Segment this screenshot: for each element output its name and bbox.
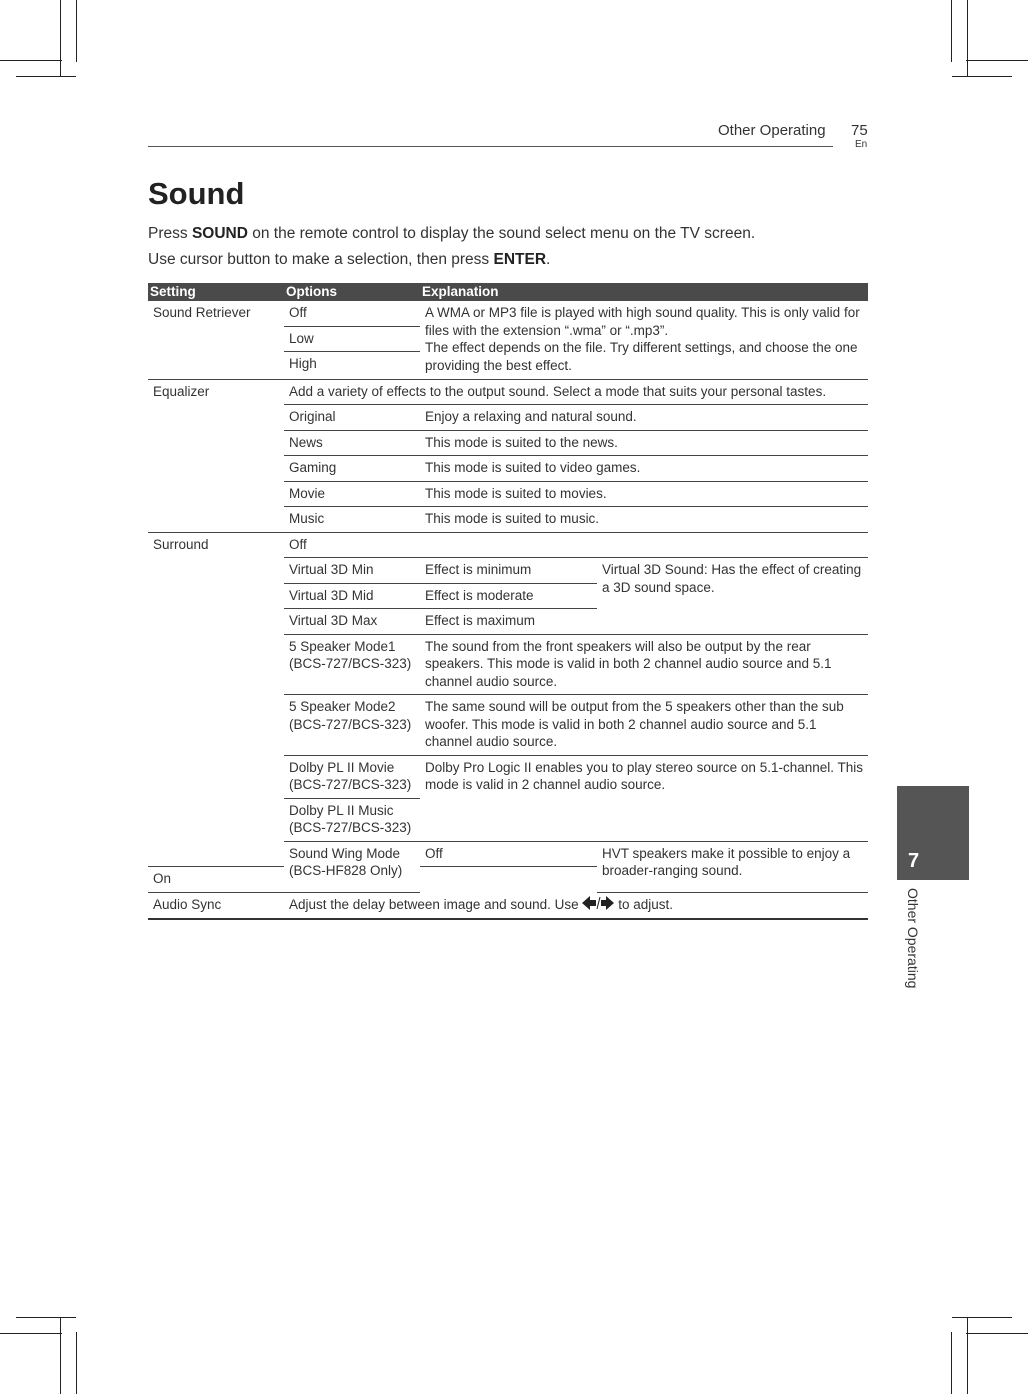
explanation-cell: Effect is minimum bbox=[420, 558, 597, 584]
option-cell: Gaming bbox=[284, 456, 420, 482]
option-cell: Virtual 3D Mid bbox=[284, 583, 420, 609]
explanation-cell: The sound from the front speakers will also be output by the rear speakers. This mode is valid in both 2 channel audio source and 5.1 channel audio source. bbox=[420, 634, 868, 695]
table-row bbox=[148, 532, 868, 558]
crop-mark bbox=[951, 0, 952, 62]
option-text: 5 Speaker Mode1 bbox=[289, 638, 396, 654]
explanation-text: The effect depends on the file. Try different settings, and choose the one providing the best effect. bbox=[425, 340, 858, 373]
header-explanation: Explanation bbox=[420, 283, 868, 301]
crop-mark bbox=[952, 76, 1012, 77]
chapter-label-text: Other Operating bbox=[905, 888, 921, 989]
model-text: (BCS-727/BCS-323) bbox=[289, 820, 412, 835]
option-cell bbox=[284, 798, 420, 841]
sound-settings-table bbox=[148, 283, 868, 920]
crop-mark bbox=[0, 1333, 62, 1334]
setting-sound-wing bbox=[284, 841, 420, 892]
explanation-cell: Effect is moderate bbox=[420, 583, 597, 609]
option-cell: News bbox=[284, 430, 420, 456]
crop-mark bbox=[967, 1318, 968, 1394]
crop-mark bbox=[16, 1317, 76, 1318]
crop-mark bbox=[76, 1332, 77, 1394]
explanation-cell: This mode is suited to the news. bbox=[420, 430, 868, 456]
explanation-cell bbox=[420, 532, 868, 558]
option-cell bbox=[284, 695, 420, 756]
option-cell: Original bbox=[284, 405, 420, 431]
option-cell: Off bbox=[420, 841, 597, 867]
crop-mark bbox=[951, 1332, 952, 1394]
key-sound: SOUND bbox=[191, 225, 248, 242]
model-text: (BCS-727/BCS-323) bbox=[289, 716, 412, 732]
table-header-row bbox=[148, 283, 868, 301]
crop-mark bbox=[0, 60, 62, 61]
table-row bbox=[148, 379, 868, 405]
crop-mark bbox=[60, 1318, 61, 1394]
key-enter: ENTER bbox=[493, 251, 547, 268]
option-cell bbox=[284, 634, 420, 695]
crop-mark bbox=[966, 1333, 1028, 1334]
option-cell: High bbox=[284, 352, 420, 380]
option-text: Dolby PL II Music bbox=[289, 802, 394, 818]
header-options: Options bbox=[284, 283, 420, 301]
option-cell bbox=[284, 755, 420, 798]
explanation-cell bbox=[284, 892, 868, 919]
page-number: 75 bbox=[851, 122, 868, 139]
model-text: (BCS-727/BCS-323) bbox=[289, 777, 412, 792]
intro-text: Press bbox=[148, 225, 192, 242]
explanation-cell: The same sound will be output from the 5 speakers other than the sub woofer. This mode is valid in both 2 channel audio source and 5.1 channel audio source. bbox=[420, 695, 868, 756]
page-language: En bbox=[855, 139, 868, 150]
explanation-cell bbox=[420, 301, 868, 379]
setting-text: Sound Wing Mode bbox=[289, 845, 401, 861]
explanation-cell: Dolby Pro Logic II enables you to play stereo source on 5.1-channel. This mode is valid in 2 channel audio source. bbox=[420, 755, 868, 841]
header-section-title: Other Operating bbox=[718, 122, 826, 139]
crop-mark bbox=[966, 60, 1028, 61]
option-cell: Off bbox=[284, 301, 420, 326]
crop-mark bbox=[967, 0, 968, 76]
explanation-text: to adjust. bbox=[614, 896, 673, 912]
explanation-text: Adjust the delay between image and sound. Use bbox=[289, 896, 583, 912]
explanation-cell: This mode is suited to movies. bbox=[420, 481, 868, 507]
setting-audio-sync: Audio Sync bbox=[148, 892, 284, 919]
setting-surround: Surround bbox=[148, 532, 284, 867]
explanation-cell: This mode is suited to video games. bbox=[420, 456, 868, 482]
intro-line-2 bbox=[148, 251, 550, 269]
page-title: Sound bbox=[148, 176, 245, 211]
intro-line-1 bbox=[148, 225, 755, 243]
table-row bbox=[148, 301, 868, 326]
option-text: 5 Speaker Mode2 bbox=[289, 699, 396, 714]
model-text: (BCS-727/BCS-323) bbox=[289, 656, 412, 671]
setting-sound-retriever: Sound Retriever bbox=[148, 301, 284, 379]
intro-text: on the remote control to display the sound select menu on the TV screen. bbox=[247, 225, 756, 242]
option-text: Dolby PL II Movie bbox=[289, 759, 395, 775]
header-setting: Setting bbox=[148, 283, 284, 301]
crop-mark bbox=[16, 76, 76, 77]
option-cell: Low bbox=[284, 326, 420, 352]
option-cell: Virtual 3D Min bbox=[284, 558, 420, 584]
option-cell: Music bbox=[284, 507, 420, 533]
table-row bbox=[148, 892, 868, 919]
crop-mark bbox=[60, 0, 61, 76]
explanation-text: A WMA or MP3 file is played with high sound quality. This is only valid for files with the extension “.wma” or “.mp3”. bbox=[425, 305, 860, 338]
left-right-arrow-icon bbox=[582, 896, 614, 915]
crop-mark bbox=[76, 0, 77, 62]
option-cell: On bbox=[148, 867, 284, 893]
intro-text: . bbox=[546, 251, 551, 268]
header-rule bbox=[148, 146, 833, 147]
explanation-cell: This mode is suited to music. bbox=[420, 507, 868, 533]
explanation-cell: Add a variety of effects to the output sound. Select a mode that suits your personal tastes. bbox=[284, 379, 868, 405]
explanation-cell: Effect is maximum bbox=[420, 609, 597, 635]
setting-equalizer: Equalizer bbox=[148, 379, 284, 532]
crop-mark bbox=[952, 1317, 1012, 1318]
option-cell: Off bbox=[284, 532, 420, 558]
model-text: (BCS-HF828 Only) bbox=[289, 863, 403, 878]
chapter-number: 7 bbox=[908, 850, 920, 872]
option-cell: Movie bbox=[284, 481, 420, 507]
option-cell: Virtual 3D Max bbox=[284, 609, 420, 635]
explanation-cell: Enjoy a relaxing and natural sound. bbox=[420, 405, 868, 431]
virtual-note-cell: Virtual 3D Sound: Has the effect of creating a 3D sound space. bbox=[597, 558, 868, 635]
explanation-cell: HVT speakers make it possible to enjoy a broader-ranging sound. bbox=[597, 841, 868, 892]
intro-text: Use cursor button to make a selection, then press bbox=[148, 251, 494, 268]
chapter-label bbox=[905, 888, 923, 1008]
